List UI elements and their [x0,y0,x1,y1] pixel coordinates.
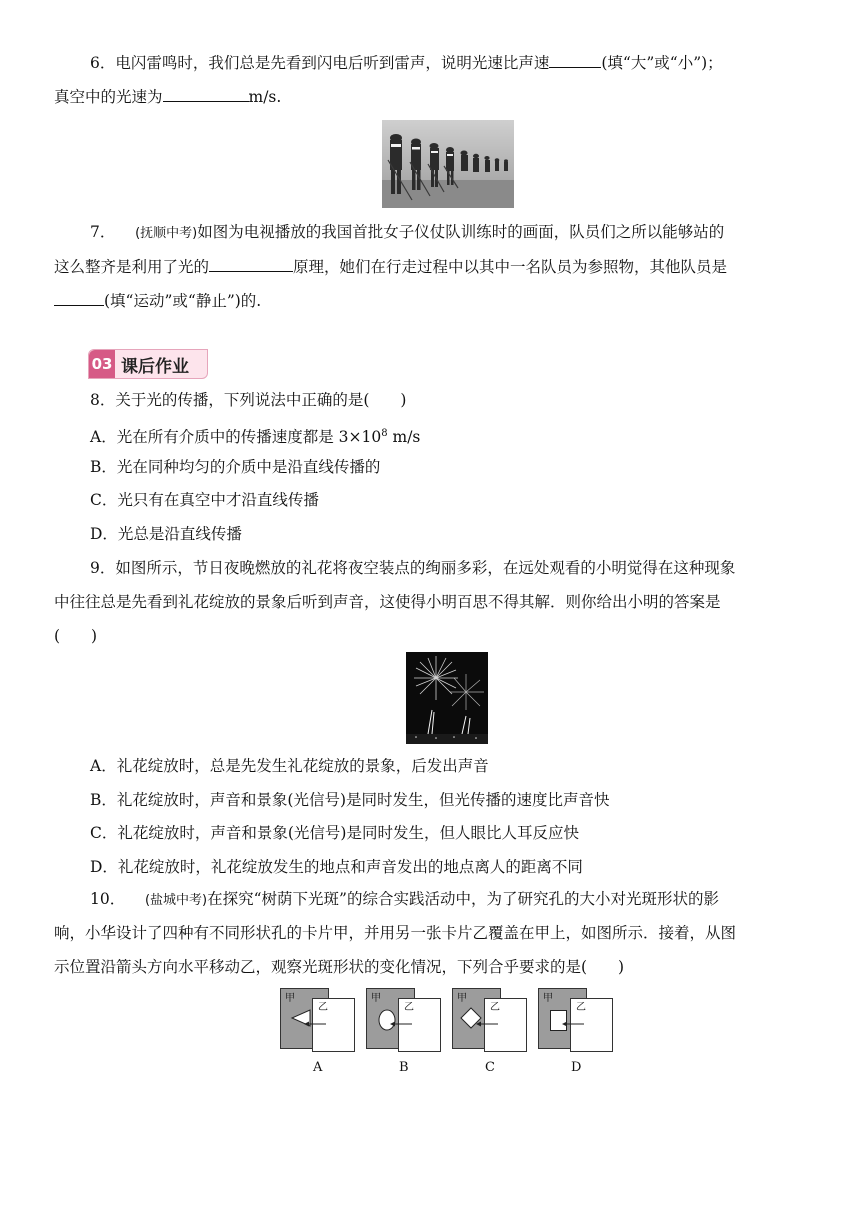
square-hole [551,1011,567,1031]
q7-number: 7． [90,223,116,241]
q6-line1 [90,52,723,73]
card-a-label: 甲 [457,993,467,1004]
q6-line2 [54,86,281,107]
q8-option-c[interactable]: C．光只有在真空中才沿直线传播 [90,491,319,509]
q10-number: 10． [90,890,126,908]
card-b-label: 乙 [576,1002,586,1013]
fig-label-b: B [399,1060,409,1075]
q8-stem: 8．关于光的传播，下列说法中正确的是( ) [90,391,407,409]
q10-line1 [90,889,719,911]
q6-blank-2[interactable] [163,86,249,102]
ellipse-hole [379,1010,395,1030]
q7-line2 [54,256,727,277]
q8-option-a-unit: m/s [387,428,421,447]
q7-blank-1[interactable] [209,256,293,272]
q9-option-c[interactable]: C．礼花绽放时，声音和景象(光信号)是同时发生，但人眼比人耳反应快 [90,824,579,842]
q7-line1-text: 如图为电视播放的我国首批女子仪仗队训练时的画面，队员们之所以能够站的 [197,223,725,241]
card-b-label: 乙 [404,1002,414,1013]
honor-guard-photo [382,120,514,208]
card-b-label: 乙 [490,1002,500,1013]
card-figure-b [366,988,444,1054]
section-header [88,349,208,379]
q9-option-b[interactable]: B．礼花绽放时，声音和景象(光信号)是同时发生，但光传播的速度比声音快 [90,791,610,809]
q7-line3 [54,290,261,311]
card-a-label: 甲 [285,993,295,1004]
section-title: 课后作业 [121,356,189,377]
q8-option-a-text: A．光在所有介质中的传播速度都是 3×10 [90,428,382,447]
q7-source: (抚顺中考) [135,226,198,241]
q8-option-d[interactable]: D．光总是沿直线传播 [90,525,242,543]
q6-line1-tail: (填“大”或“小”)； [601,54,723,72]
q6-blank-1[interactable] [549,52,601,68]
q9-option-a[interactable]: A．礼花绽放时，总是先发生礼花绽放的景象，后发出声音 [90,757,489,775]
q10-line2: 响，小华设计了四种有不同形状孔的卡片甲，并用另一张卡片乙覆盖在甲上，如图所示．接着，从图 [54,924,737,942]
card-figure-a [280,988,358,1054]
card-figure-d [538,988,616,1054]
q10-source: (盐城中考) [144,893,208,908]
q9-line1: 9．如图所示，节日夜晚燃放的礼花将夜空装点的绚丽多彩，在远处观看的小明觉得在这种现象 [90,559,736,577]
fig-label-d: D [571,1060,582,1075]
q7-line3-text: (填“运动”或“静止”)的. [104,292,262,310]
card-a-label: 甲 [543,993,553,1004]
q10-line3: 示位置沿箭头方向水平移动乙，观察光斑形状的变化情况，下列合乎要求的是( ) [54,958,625,976]
card-figure-c [452,988,530,1054]
q10-line1-text: 在探究“树荫下光斑”的综合实践活动中，为了研究孔的大小对光斑形状的影 [207,890,719,908]
fig-label-c: C [485,1060,495,1075]
q6-line1-text: 6．电闪雷鸣时，我们总是先看到闪电后听到雷声，说明光速比声速 [90,54,550,72]
fireworks-photo [406,652,488,744]
q6-line2-tail: m/s. [248,88,282,106]
q9-line2: 中往往总是先看到礼花绽放的景象后听到声音，这使得小明百思不得其解．则你给出小明的答案是 [54,593,721,611]
q8-option-a-exponent: 8 [381,428,388,439]
q7-line2-text-b: 原理，她们在行走过程中以其中一名队员为参照物，其他队员是 [293,258,728,276]
section-number: 03 [89,350,115,378]
q7-line2-text-a: 这么整齐是利用了光的 [54,258,210,276]
q9-line3: ( ) [54,627,98,645]
q7-line1 [90,222,724,244]
card-b-label: 乙 [318,1002,328,1013]
q9-option-d[interactable]: D．礼花绽放时，礼花绽放发生的地点和声音发出的地点离人的距离不同 [90,858,583,876]
q8-option-b[interactable]: B．光在同种均匀的介质中是沿直线传播的 [90,458,381,476]
fig-label-a: A [313,1060,323,1075]
q8-option-a[interactable] [90,424,420,447]
card-a-label: 甲 [371,993,381,1004]
q6-line2-text: 真空中的光速为 [54,88,163,106]
q7-blank-2[interactable] [54,290,104,306]
